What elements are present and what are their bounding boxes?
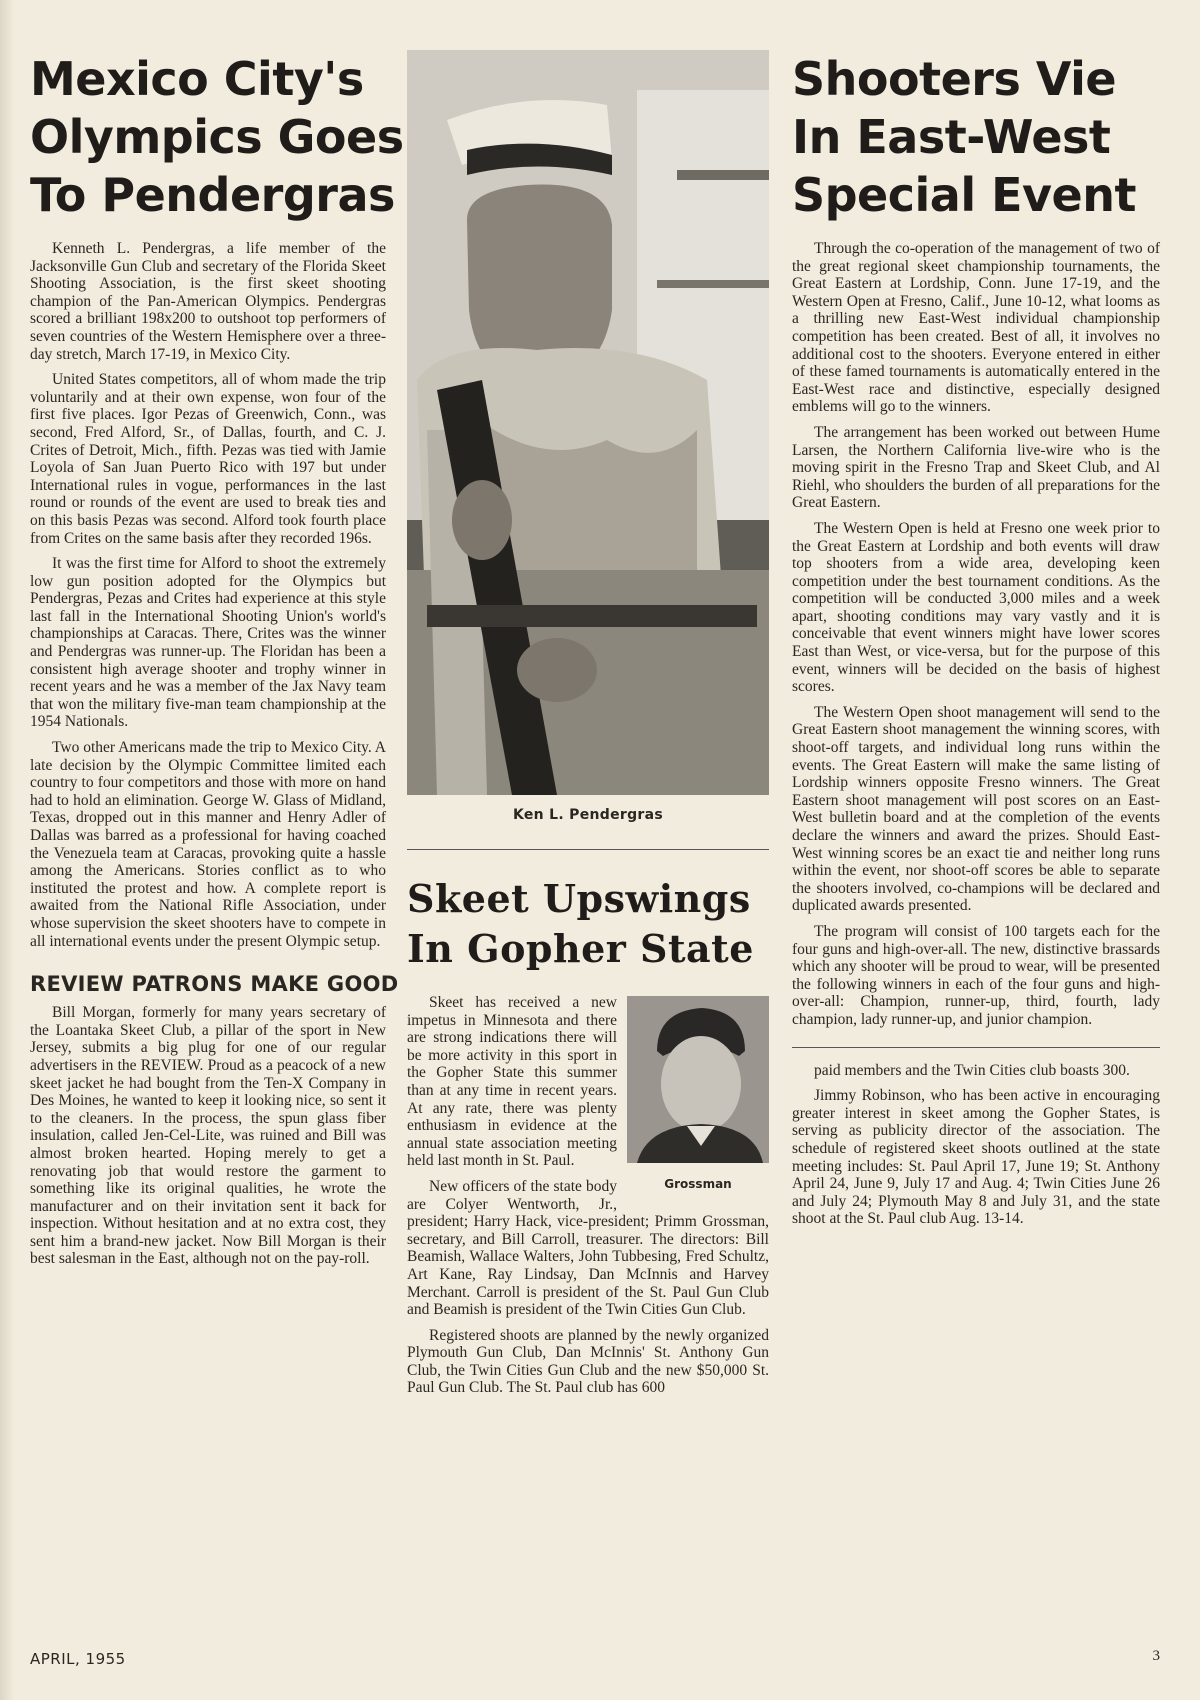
article-paragraph: Skeet has received a new impetus in Minnesota and there are strong indications there will be more activity in this sport in the Gopher State this summer than at any time in recent years. At any rate, there was plenty enthusiasm in evidence at the annual state association meeting held last month in St. Paul.	[407, 994, 617, 1170]
grossman-photo	[627, 996, 769, 1191]
article-paragraph: Two other Americans made the trip to Mexico City. A late decision by the Olympic Committee limited each country to four competitors and those with more on hand had to hold an elimination. George W. Glass of Midland, Texas, dropped out in this manner and Henry Adler of Dallas was barred as a professional for having coached the Venezuela team at Caracas, provoking quite a hassle among the Americans. Stories conflict as to who instituted the protest and how. A complete report is awaited from the National Rifle Association, under whose supervision the skeet shooters have to compete in all international events under the present Olympic setup.	[30, 739, 386, 950]
headline-line: Skeet Upswings	[407, 876, 751, 921]
binding-gutter	[0, 0, 14, 1700]
article-paragraph: The arrangement has been worked out between Hume Larsen, the Northern California live-wire who is the moving spirit in the Fresno Trap and Skeet Club, and Al Riehl, who shoulders the burden of all preparations for the Great Eastern.	[792, 423, 1160, 512]
divider-rule	[407, 849, 769, 850]
right-column	[792, 50, 1160, 1236]
page-number: 3	[1152, 1648, 1160, 1664]
article-paragraph: Kenneth L. Pendergras, a life member of the Jacksonville Gun Club and secretary of the Florida Skeet Shooting Association, is the first skeet shooting champion of the Pan-American Olympics. Pendergras scored a brilliant 198x200 to outshoot top performers of seven countries of the Western Hemisphere over a three-day stretch, March 17-19, in Mexico City.	[30, 240, 386, 363]
headline-line: Shooters Vie	[792, 52, 1117, 106]
grossman-portrait	[627, 996, 769, 1163]
pendergras-headline	[18, 50, 404, 224]
issue-date: APRIL, 1955	[30, 1650, 126, 1668]
article-paragraph: United States competitors, all of whom made the trip voluntarily and at their own expense, won four of the first five places. Igor Pezas of Greenwich, Conn., was second, Fred Alford, Sr., of Dallas, fourth, and C. J. Crites of Detroit, Mich., fifth. Pezas was tied with Jamie Loyola of San Juan Puerto Rico with 197 but under International rules in vogue, performances in the last round or rounds of the event are used to break ties and on this basis Pezas was second. Alford took fourth place from Crites on the same basis after they recorded 196s.	[30, 371, 386, 547]
headline-line: Olympics Goes	[30, 110, 404, 164]
headline-line: To Pendergras	[30, 168, 395, 222]
left-column	[18, 50, 404, 1276]
headline-line: Mexico City's	[30, 52, 364, 106]
headline-line: In Gopher State	[407, 926, 754, 971]
headline-line: Special Event	[792, 168, 1136, 222]
portrait-illustration	[627, 996, 769, 1163]
article-paragraph: It was the first time for Alford to shoot the extremely low gun position adopted for the Olympics but Pendergras, Pezas and Crites had experience at this style last fall in the International Shooting Union's world's championships at Caracas. There, Crites was the winner and Pendergras was runner-up. The Floridan has been a consistent high average shooter and trophy winner in recent years and he was a member of the Jax Navy team that won the military five-man team championship at the 1954 Nationals.	[30, 555, 386, 731]
pendergras-photo	[407, 50, 769, 795]
article-paragraph: New officers of the state body are Colyer Wentworth, Jr., president; Harry Hack, vice-president; Primm Grossman, secretary, and Bill Carroll, treasurer. The directors: Bill Beamish, Wallace Walters, John Tubbesing, Fred Schultz, Art Kane, Ray Lindsay, Dan McInnis and Harvey Merchant. Carroll is president of the St. Paul Gun Club and Beamish is president of the Twin Cities Gun Club.	[407, 1177, 769, 1319]
headline-line: In East-West	[792, 110, 1111, 164]
east-west-headline	[792, 50, 1160, 224]
article-paragraph: The Western Open shoot management will send to the Great Eastern shoot management the winning scores, with shoot-off targets, and individual long runs within the events. The Great Eastern will make the same listing of Lordship winners opposite Fresno winners. The Great Eastern shoot management will post scores on an East-West bulletin board and at the completion of the events declare the winners and award the prizes. Should East-West winning scores be an exact tie and neither long runs within the event, nor shoot-off scores be able to separate the shooters involved, co-champions will be declared and duplicated awards presented.	[792, 703, 1160, 915]
article-paragraph: Registered shoots are planned by the newly organized Plymouth Gun Club, Dan McInnis' St. Anthony Gun Club, the Twin Cities Gun Club and the new $50,000 St. Paul Gun Club. The St. Paul club has 600	[407, 1326, 769, 1397]
article-paragraph: Jimmy Robinson, who has been active in encouraging greater interest in skeet among the Gopher States, is serving as publicity director of the association. The schedule of registered skeet shoots outlined at the state meeting includes: St. Paul April 17, June 19; St. Anthony April 24, June 9, July 17 and Aug. 4; Twin Cities June 26 and July 24; Plymouth May 8 and July 31, and the state shoot at the St. Paul club Aug. 13-14.	[792, 1087, 1160, 1228]
middle-column	[407, 50, 769, 1405]
article-paragraph: The Western Open is held at Fresno one week prior to the Great Eastern at Lordship and both events will draw top shooters from a wide area, developing keen competition under the best tournament conditions. As the competition will be conducted 3,000 miles and a week apart, shooting conditions may vary vastly and it is conceivable that event winners might have lower scores East than West, or vice-versa, but for the purpose of this event, winners will be decided on the basis of highest scores.	[792, 519, 1160, 696]
article-paragraph: The program will consist of 100 targets each for the four guns and high-over-all. The new, distinctive brassards which any shooter will be proud to wear, will be presented the following winners in each of the four guns and high-over-all: Champion, runner-up, third, fourth, lady champion, lady runner-up, and junior champion.	[792, 922, 1160, 1028]
article-paragraph: Bill Morgan, formerly for many years secretary of the Loantaka Skeet Club, a pillar of the sport in New Jersey, submits a big plug for one of our regular advertisers in the REVIEW. Proud as a peacock of a new skeet jacket he had bought from the Ten-X Company in Des Moines, he wanted to keep it looking nice, so sent it to the cleaners. In the process, the spun glass fiber insulation, called Jen-Cel-Lite, was ruined and Bill was almost broken hearted. Hoping merely to get a renovating job that would restore the garment to something like its original qualities, he wrote the manufacturer and on their invitation sent it back for inspection. Without hesitation and at no extra cost, they sent him a brand-new jacket. Now Bill Morgan is their best salesman in the East, although not on the pay-roll.	[30, 1004, 386, 1268]
review-patrons-subhead: REVIEW PATRONS MAKE GOOD	[30, 972, 399, 997]
article-paragraph: paid members and the Twin Cities club boasts 300.	[814, 1061, 1130, 1079]
article-paragraph: Through the co-operation of the management of two of the great regional skeet championship tournaments, the Great Eastern at Lordship, Conn. June 17-19, and the Western Open at Fresno, Calif., June 10-12, what looms as a thrilling new East-West individual championship competition has been created. Best of all, it involves no additional cost to the shooters. Everyone entered in either of these famed tournaments is automatically entered in the East-West race and distinctive, especially designed emblems will go to the winners.	[792, 240, 1160, 416]
divider-rule	[792, 1047, 1160, 1048]
grossman-caption: Grossman	[664, 1177, 732, 1191]
photo-caption: Ken L. Pendergras	[512, 807, 663, 823]
gopher-headline	[407, 874, 769, 974]
portrait-illustration	[407, 50, 769, 795]
